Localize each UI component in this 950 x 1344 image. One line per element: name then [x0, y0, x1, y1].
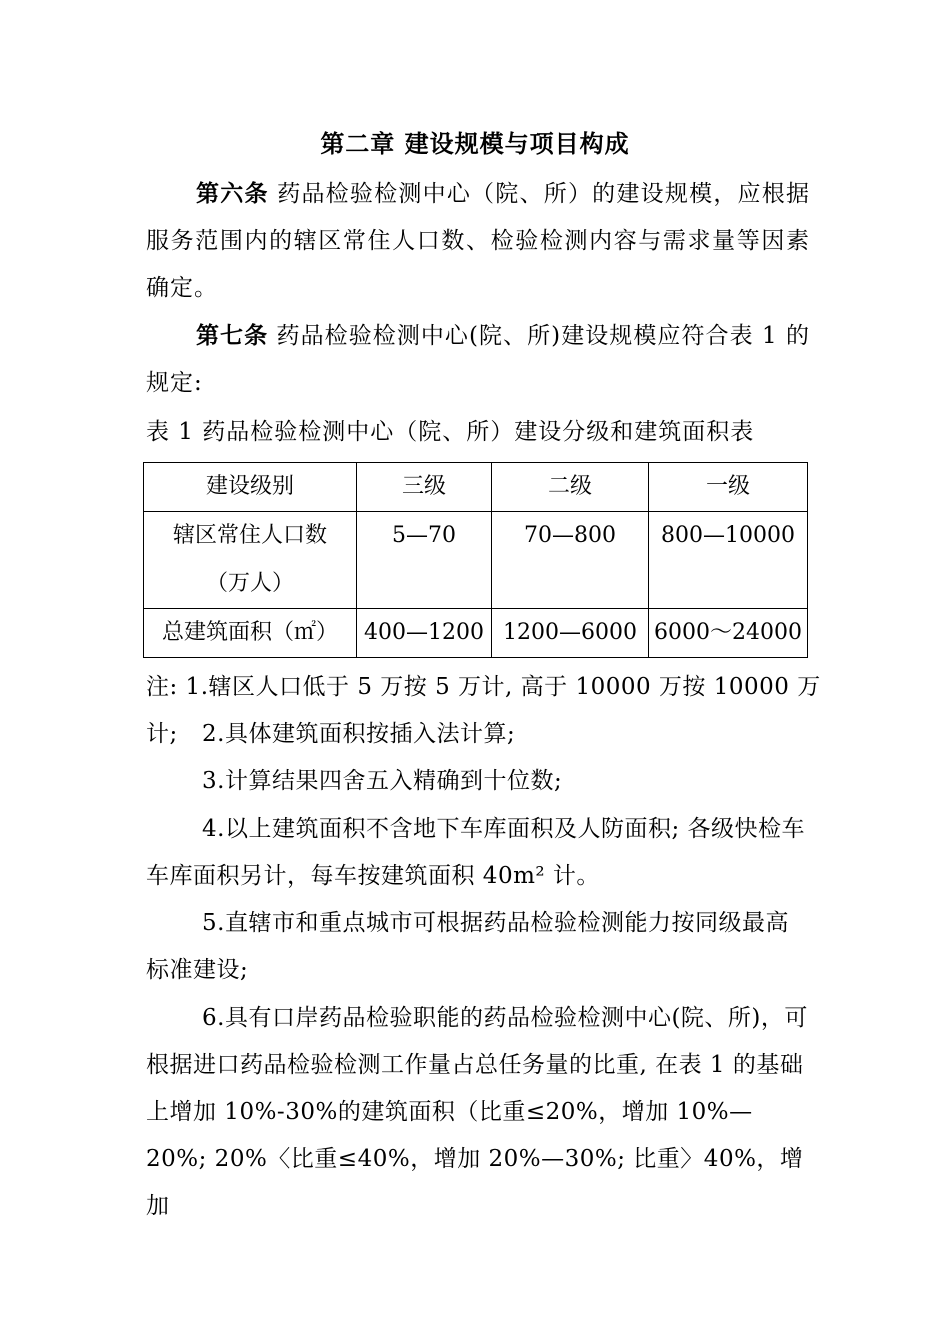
- row-label-line: （万人）: [205, 571, 294, 596]
- table-header-row: [144, 463, 808, 512]
- table-cell: 6000～24000: [649, 609, 808, 658]
- table-cell: 70—800: [492, 512, 649, 609]
- note-6: 6.具有口岸药品检验职能的药品检验检测中心(院、所)，可根据进口药品检验检测工作量占总任务量的比重, 在表 1 的基础上增加 10%-30%的建筑面积（比重≤20%，增加 10%—20%; 20%〈比重≤40%，增加 20%—30%; 比重〉40%，增加: [146, 1005, 808, 1219]
- note-3: 3.计算结果四舍五入精确到十位数;: [202, 768, 563, 794]
- chapter-title: 第二章 建设规模与项目构成: [320, 129, 630, 158]
- article-7-lead: 第七条: [196, 322, 269, 349]
- table-cell: 1200—6000: [492, 609, 649, 658]
- article-6: [146, 170, 810, 312]
- table-row-label: [144, 512, 357, 609]
- table-header-cell: 一级: [649, 463, 808, 512]
- article-6-text: 药品检验检测中心（院、所）的建设规模，应根据服务范围内的辖区常住人口数、检验检测内容与需求量等因素确定。: [146, 181, 811, 301]
- table-row: [144, 512, 808, 609]
- table-row: [144, 609, 808, 658]
- table-row-label: 总建筑面积（㎡）: [144, 609, 357, 658]
- table-header-cell: 建设级别: [144, 463, 357, 512]
- note-2: 2.具体建筑面积按插入法计算;: [202, 721, 516, 747]
- table-cell: 800—10000: [649, 512, 808, 609]
- note-4: 4.以上建筑面积不含地下车库面积及人防面积; 各级快检车车库面积另计，每车按建筑面积 40m² 计。: [146, 816, 806, 889]
- table-header-cell: 二级: [492, 463, 649, 512]
- row-label-line: 辖区常住人口数: [172, 523, 327, 548]
- table-cell: 5—70: [357, 512, 492, 609]
- note-1: 注: 1.辖区人口低于 5 万按 5 万计, 高于 10000 万按 10000 万计;: [146, 674, 821, 747]
- table-cell: 400—1200: [357, 609, 492, 658]
- article-7-text: 药品检验检测中心(院、所)建设规模应符合表 1 的规定:: [146, 323, 811, 396]
- article-6-lead: 第六条: [196, 180, 269, 207]
- article-7: [146, 312, 810, 407]
- table-caption: 表 1 药品检验检测中心（院、所）建设分级和建筑面积表: [146, 419, 755, 445]
- note-5: 5.直辖市和重点城市可根据药品检验检测能力按同级最高标准建设;: [146, 910, 789, 983]
- scale-table: [143, 462, 808, 658]
- table-header-cell: 三级: [357, 463, 492, 512]
